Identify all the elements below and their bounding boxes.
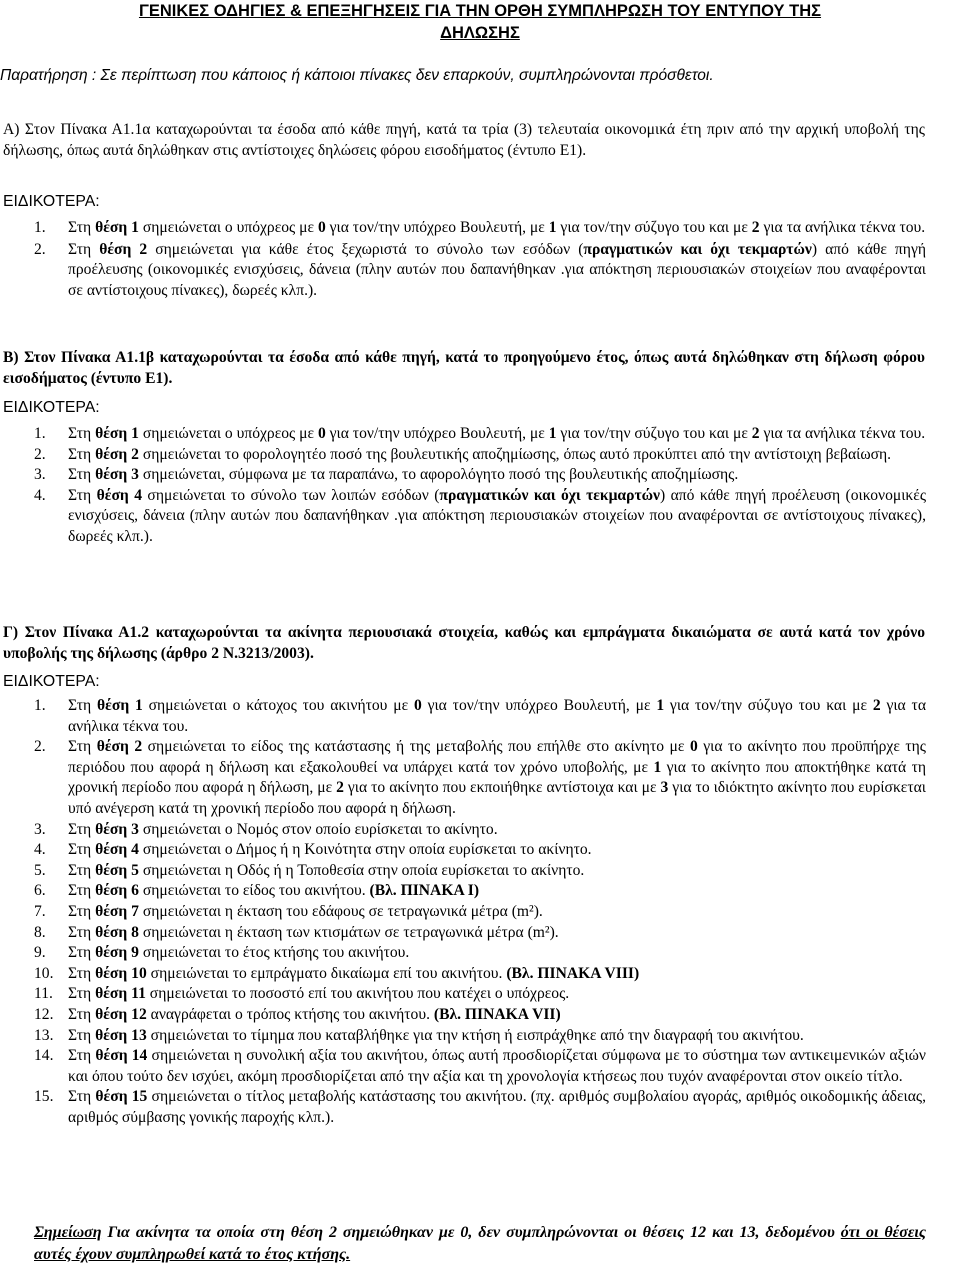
title-line-2: ΔΗΛΩΣΗΣ — [440, 24, 520, 42]
section-a-specifically: ΕΙΔΙΚΟΤΕΡΑ: — [3, 193, 100, 210]
list-item: 13. Στη θέση 13 σημειώνεται το τίμημα που καταβλήθηκε για την κτήση ή εισπράχθηκε από την διαγραφή του ακινήτου. — [34, 1026, 804, 1044]
list-item: 7. Στη θέση 7 σημειώνεται η έκταση του εδάφους σε τετραγωνικά μέτρα (m²). — [34, 902, 543, 920]
list-item: 6. Στη θέση 6 σημειώνεται το είδος του ακινήτου. (Βλ. ΠΙΝΑΚΑ Ι) — [34, 882, 480, 900]
list-item: 4. Στη θέση 4 σημειώνεται το σύνολο των λοιπών εσόδων (πραγματικών και όχι τεκμαρτών) από κάθε πηγή προέλευση (οικονομικές ενισχύσεις, δάνεια (πλην αυτών που δαπανήθηκαν .για απόκτηση περιουσιακών στοιχείων που αναφέρονται σε αντίστοιχους πίνακες), δωρεές κλπ.). — [34, 486, 926, 545]
page-title — [0, 0, 960, 44]
list-item: 14. Στη θέση 14 σημειώνεται η συνολική αξία του ακινήτου, όπως αυτή προσδιορίζεται σύμφωνα με το σύστημα των αντικειμενικών αξιών και όπου τούτο δεν ισχύει, ακόμη προσδιορίζεται από την αξία και τη χρονολογία κτήσεως που τυχόν αναφέρονται στον οικείο τίτλο. — [34, 1047, 926, 1085]
list-item: 8. Στη θέση 8 σημειώνεται η έκταση των κτισμάτων σε τετραγωνικά μέτρα (m²). — [34, 923, 559, 941]
section-c-heading: Γ) Στον Πίνακα Α1.2 καταχωρούνται τα ακίνητα περιουσιακά στοιχεία, καθώς και εμπράγματα δικαιώματα σε αυτά κατά τον χρόνο υποβολής της δήλωσης (άρθρο 2 Ν.3213/2003). — [3, 624, 925, 662]
list-item: 1. Στη θέση 1 σημειώνεται ο υπόχρεος με 0 για τον/την υπόχρεο Βουλευτή, με 1 για τον/την σύζυγο του και με 2 για τα ανήλικα τέκνα του. — [34, 425, 926, 442]
footnote — [34, 1222, 926, 1266]
section-b-list — [34, 424, 926, 548]
list-item: 5. Στη θέση 5 σημειώνεται η Οδός ή η Τοποθεσία στην οποία ευρίσκεται το ακίνητο. — [34, 861, 585, 879]
section-b-specifically: ΕΙΔΙΚΟΤΕΡΑ: — [3, 399, 100, 416]
list-item: 1. Στη θέση 1 σημειώνεται ο υπόχρεος με 0 για τον/την υπόχρεο Βουλευτή, με 1 για τον/την σύζυγο του και με 2 για τα ανήλικα τέκνα του. — [34, 219, 926, 236]
title-line-1: ΓΕΝΙΚΕΣ ΟΔΗΓΙΕΣ & ΕΠΕΞΗΓΗΣΕΙΣ ΓΙΑ ΤΗΝ ΟΡΘΗ ΣΥΜΠΛΗΡΩΣΗ ΤΟΥ ΕΝΤΥΠΟΥ ΤΗΣ — [138, 2, 822, 20]
footnote-label: Σημείωση — [34, 1224, 102, 1241]
list-item: 11. Στη θέση 11 σημειώνεται το ποσοστό επί του ακινήτου που κατέχει ο υπόχρεος. — [34, 985, 570, 1003]
footnote-text: Για ακίνητα τα οποία στη θέση 2 σημειώθηκαν με 0, δεν συμπληρώνονται οι θέσεις 12 και 13, δεδομένου — [101, 1224, 841, 1241]
list-item: 12. Στη θέση 12 αναγράφεται ο τρόπος κτήσης του ακινήτου. (Βλ. ΠΙΝΑΚΑ VII) — [34, 1005, 561, 1023]
list-item: 9. Στη θέση 9 σημειώνεται το έτος κτήσης του ακινήτου. — [34, 944, 410, 962]
list-item: 3. Στη θέση 3 σημειώνεται, σύμφωνα με τα παραπάνω, το αφορολόγητο ποσό της βουλευτικής αποζημίωσης. — [34, 466, 739, 484]
list-item: 10. Στη θέση 10 σημειώνεται το εμπράγματο δικαίωμα επί του ακινήτου. (Βλ. ΠΙΝΑΚΑ VIII) — [34, 964, 640, 982]
section-a-heading: Α) Στον Πίνακα Α1.1α καταχωρούνται τα έσοδα από κάθε πηγή, κατά τα τρία (3) τελευταία οικονομικά έτη πριν από την αρχική υποβολή της δήλωσης, όπως αυτά δηλώθηκαν στις αντίστοιχες δηλώσεις φόρου εισοδήματος (έντυπο Ε1). — [3, 121, 925, 159]
list-item: 1. Στη θέση 1 σημειώνεται ο κάτοχος του ακινήτου με 0 για τον/την υπόχρεο Βουλευτή, με 1 για τον/την σύζυγο του και με 2 για τα ανήλικα τέκνα του. — [34, 697, 926, 735]
section-a-list — [34, 218, 926, 301]
list-item: 4. Στη θέση 4 σημειώνεται ο Δήμος ή η Κοινότητα στην οποία ευρίσκεται το ακίνητο. — [34, 841, 592, 859]
list-item: 3. Στη θέση 3 σημειώνεται ο Νομός στον οποίο ευρίσκεται το ακίνητο. — [34, 820, 498, 838]
section-c-list — [34, 696, 926, 1128]
section-c-specifically: ΕΙΔΙΚΟΤΕΡΑ: — [3, 673, 100, 690]
list-item: 2. Στη θέση 2 σημειώνεται το είδος της κατάστασης ή της μεταβολής που επήλθε στο ακίνητο με 0 για το ακίνητο που προϋπήρχε της περιόδου που αφορά η δήλωση και εξακολουθεί να υπάρχει κατά τον χρόνο υποβολής, με 1 για το ακίνητο που αποκτήθηκε κατά τη χρονική περίοδο που αφορά η δήλωση, με 2 για το ακίνητο που εκποιήθηκε αντίστοιχα και με 3 για το ιδιόκτητο ακίνητο που ευρίσκεται υπό ανέγερση κατά τη χρονική περίοδο που αφορά η δήλωση. — [34, 738, 927, 817]
list-item: 15. Στη θέση 15 σημειώνεται ο τίτλος μεταβολής κατάστασης του ακινήτου. (πχ. αριθμός συμβολαίου αγοράς, αριθμός οικοδομικής άδειας, αριθμός σύμβασης γονικής παροχής κλπ.). — [34, 1088, 926, 1126]
footnote-last-line: ότι οι θέσεις αυτές έχουν συμπληρωθεί κατά το έτος κτήσης. — [34, 1224, 926, 1263]
list-item: 2. Στη θέση 2 σημειώνεται για κάθε έτος ξεχωριστά το σύνολο των εσόδων (πραγματικών και όχι τεκμαρτών) από κάθε πηγή προέλευσης (οικονομικές ενισχύσεις, δάνεια (πλην αυτών που δαπανήθηκαν .για απόκτηση περιουσιακών στοιχείων που αναφέρονται σε αντίστοιχους πίνακες), δωρεές κλπ.). — [34, 240, 926, 299]
list-item: 2. Στη θέση 2 σημειώνεται το φορολογητέο ποσό της βουλευτικής αποζημίωσης, όπως αυτό προκύπτει από την αντίστοιχη βεβαίωση. — [34, 445, 892, 463]
section-b-heading: Β) Στον Πίνακα Α1.1β καταχωρούνται τα έσοδα από κάθε πηγή, κατά το προηγούμενο έτος, όπως αυτά δηλώθηκαν στη δήλωση φόρου εισοδήματος (έντυπο Ε1). — [3, 349, 925, 387]
note-line: Παρατήρηση : Σε περίπτωση που κάποιος ή κάποιοι πίνακες δεν επαρκούν, συμπληρώνονται πρόσθετοι. — [0, 67, 714, 84]
